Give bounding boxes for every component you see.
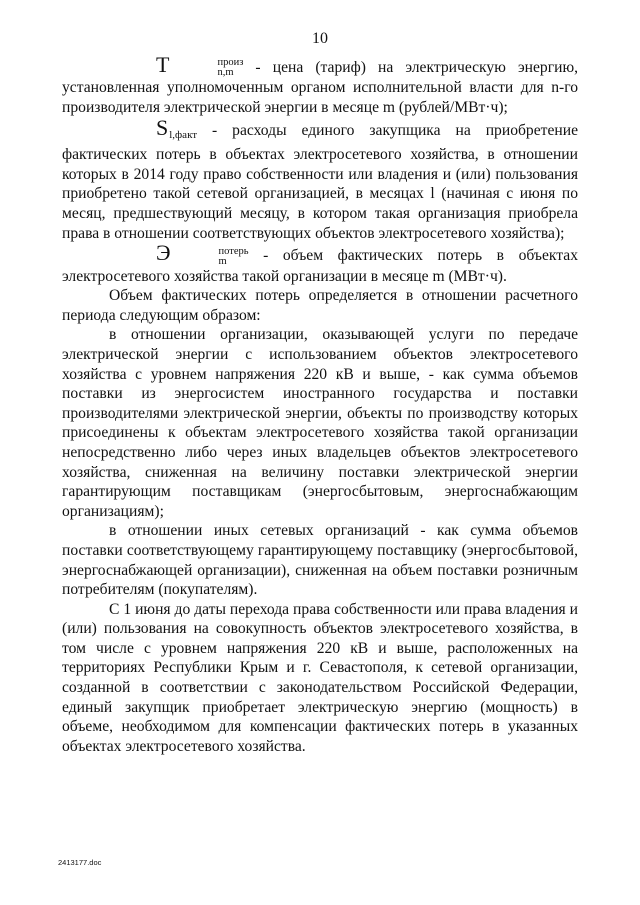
definition-tariff-text: - цена (тариф) на электрическую энергию, установленная уполномоченным органом исполнительной власти для n-го производителя электрической энергии в месяце m (рублей/МВт·ч); <box>62 59 578 117</box>
definition-losses-text: - объем фактических потерь в объектах электросетевого хозяйства такой организации в месяце m (МВт·ч). <box>62 247 578 285</box>
symbol-t-indices <box>170 58 243 78</box>
definition-costs <box>62 114 578 244</box>
symbol-t-sub: n,m <box>217 67 234 79</box>
symbol-e-indices <box>172 247 249 267</box>
definition-costs-text: - расходы единого закупщика на приобретение фактических потерь в объектах электросетевого хозяйства, в отношении которых в 2014 году право собственности или владения и (или) пользования приобретено такой сетевой организацией, в месяцах l (начиная с июня по месяц, предшествующий месяцу, в котором такая организация приобрела права в отношении соответствующих объектов электросетевого хозяйства); <box>62 121 578 242</box>
symbol-e-sup: потерь <box>218 245 249 257</box>
symbol-t-sup: произ <box>217 57 244 69</box>
symbol-t: T <box>156 52 170 77</box>
paragraph-3: в отношении иных сетевых организаций - как сумма объемов поставки соответствующему гарантирующему поставщику (энергосбытовой, энергоснабжающей организации), сниженная на объем поставки розничным потребителям (покупателям). <box>62 522 578 599</box>
symbol-s-sub: l,факт <box>169 128 198 141</box>
definition-losses <box>62 240 578 286</box>
symbol-e: Э <box>156 240 171 266</box>
symbol-s: S <box>156 114 169 140</box>
paragraph-2: в отношении организации, оказывающей услуги по передаче электрической энергии с использованием объектов электросетевого хозяйства с уровнем напряжения 220 кВ и выше, - как сумма объемов поставки из энергосистем иностранного государства и поставки производителями электрической энергии, объекты по производству которых присоединены к объектам электросетевого хозяйства такой организации непосредственно либо через иных владельцев объектов электросетевого хозяйства, сниженная на величину поставки электрической энергии гарантирующим поставщикам (энергосбытовым, энергоснабжающим организациям); <box>62 326 578 520</box>
symbol-e-sub: m <box>218 255 227 267</box>
paragraph-1: Объем фактических потерь определяется в отношении расчетного периода следующим образом: <box>62 287 578 324</box>
paragraph-4: С 1 июня до даты перехода права собственности или права владения и (или) пользования на совокупность объектов электросетевого хозяйства, в том числе с уровнем напряжения 220 кВ и выше, расположенных на территориях Республики Крым и г. Севастополя, к сетевой организации, созданной в соответствии с законодательством Российской Федерации, единый закупщик приобретает электрическую энергию (мощность) в объеме, необходимом для компенсации фактических потерь в указанных объектах электросетевого хозяйства. <box>62 600 578 755</box>
footer-filename: 2413177.doc <box>58 858 102 867</box>
document-body <box>62 52 578 756</box>
definition-tariff <box>62 52 578 118</box>
page-number: 10 <box>312 30 328 47</box>
